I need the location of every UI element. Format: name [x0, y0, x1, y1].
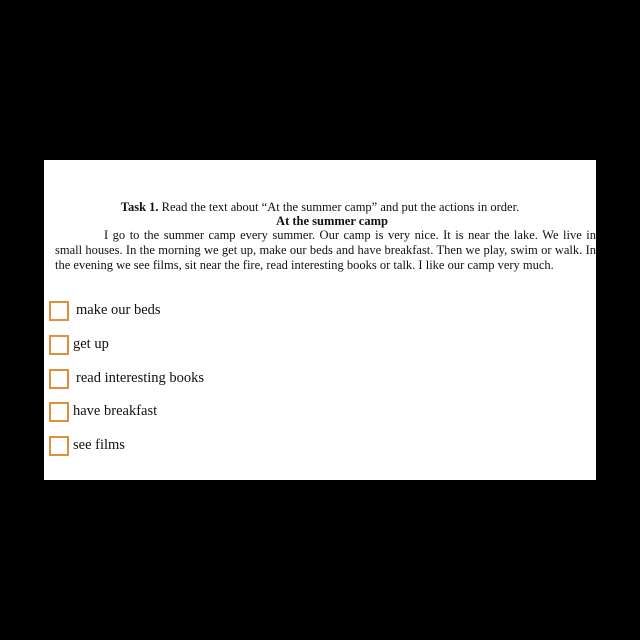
action-label: read interesting books	[76, 370, 205, 386]
action-label: see films	[73, 437, 125, 453]
action-item-read-books	[49, 369, 349, 391]
checkbox[interactable]	[49, 402, 69, 422]
task-label: Task 1.	[120, 200, 159, 214]
checkbox[interactable]	[49, 301, 69, 321]
worksheet	[44, 160, 596, 480]
task-instruction: Read the text about “At the summer camp” and put the actions in order.	[161, 200, 520, 214]
action-item-make-beds	[49, 301, 349, 323]
checkbox[interactable]	[49, 436, 69, 456]
action-label: make our beds	[76, 302, 161, 318]
checkbox[interactable]	[49, 369, 69, 389]
action-item-breakfast	[49, 402, 349, 424]
task-header	[44, 200, 596, 215]
story-text: I go to the summer camp every summer. Our camp is very nice. It is near the lake. We live in small houses. In the morning we get up, make our beds and have breakfast. Then we play, swim or walk. In the evening we see films, sit near the fire, read interesting books or talk. I like our camp very much.	[55, 228, 596, 272]
checkbox[interactable]	[49, 335, 69, 355]
action-item-see-films	[49, 436, 349, 458]
action-label: have breakfast	[73, 403, 158, 419]
action-item-get-up	[49, 335, 349, 357]
story-title: At the summer camp	[276, 214, 388, 228]
action-label: get up	[73, 336, 109, 352]
